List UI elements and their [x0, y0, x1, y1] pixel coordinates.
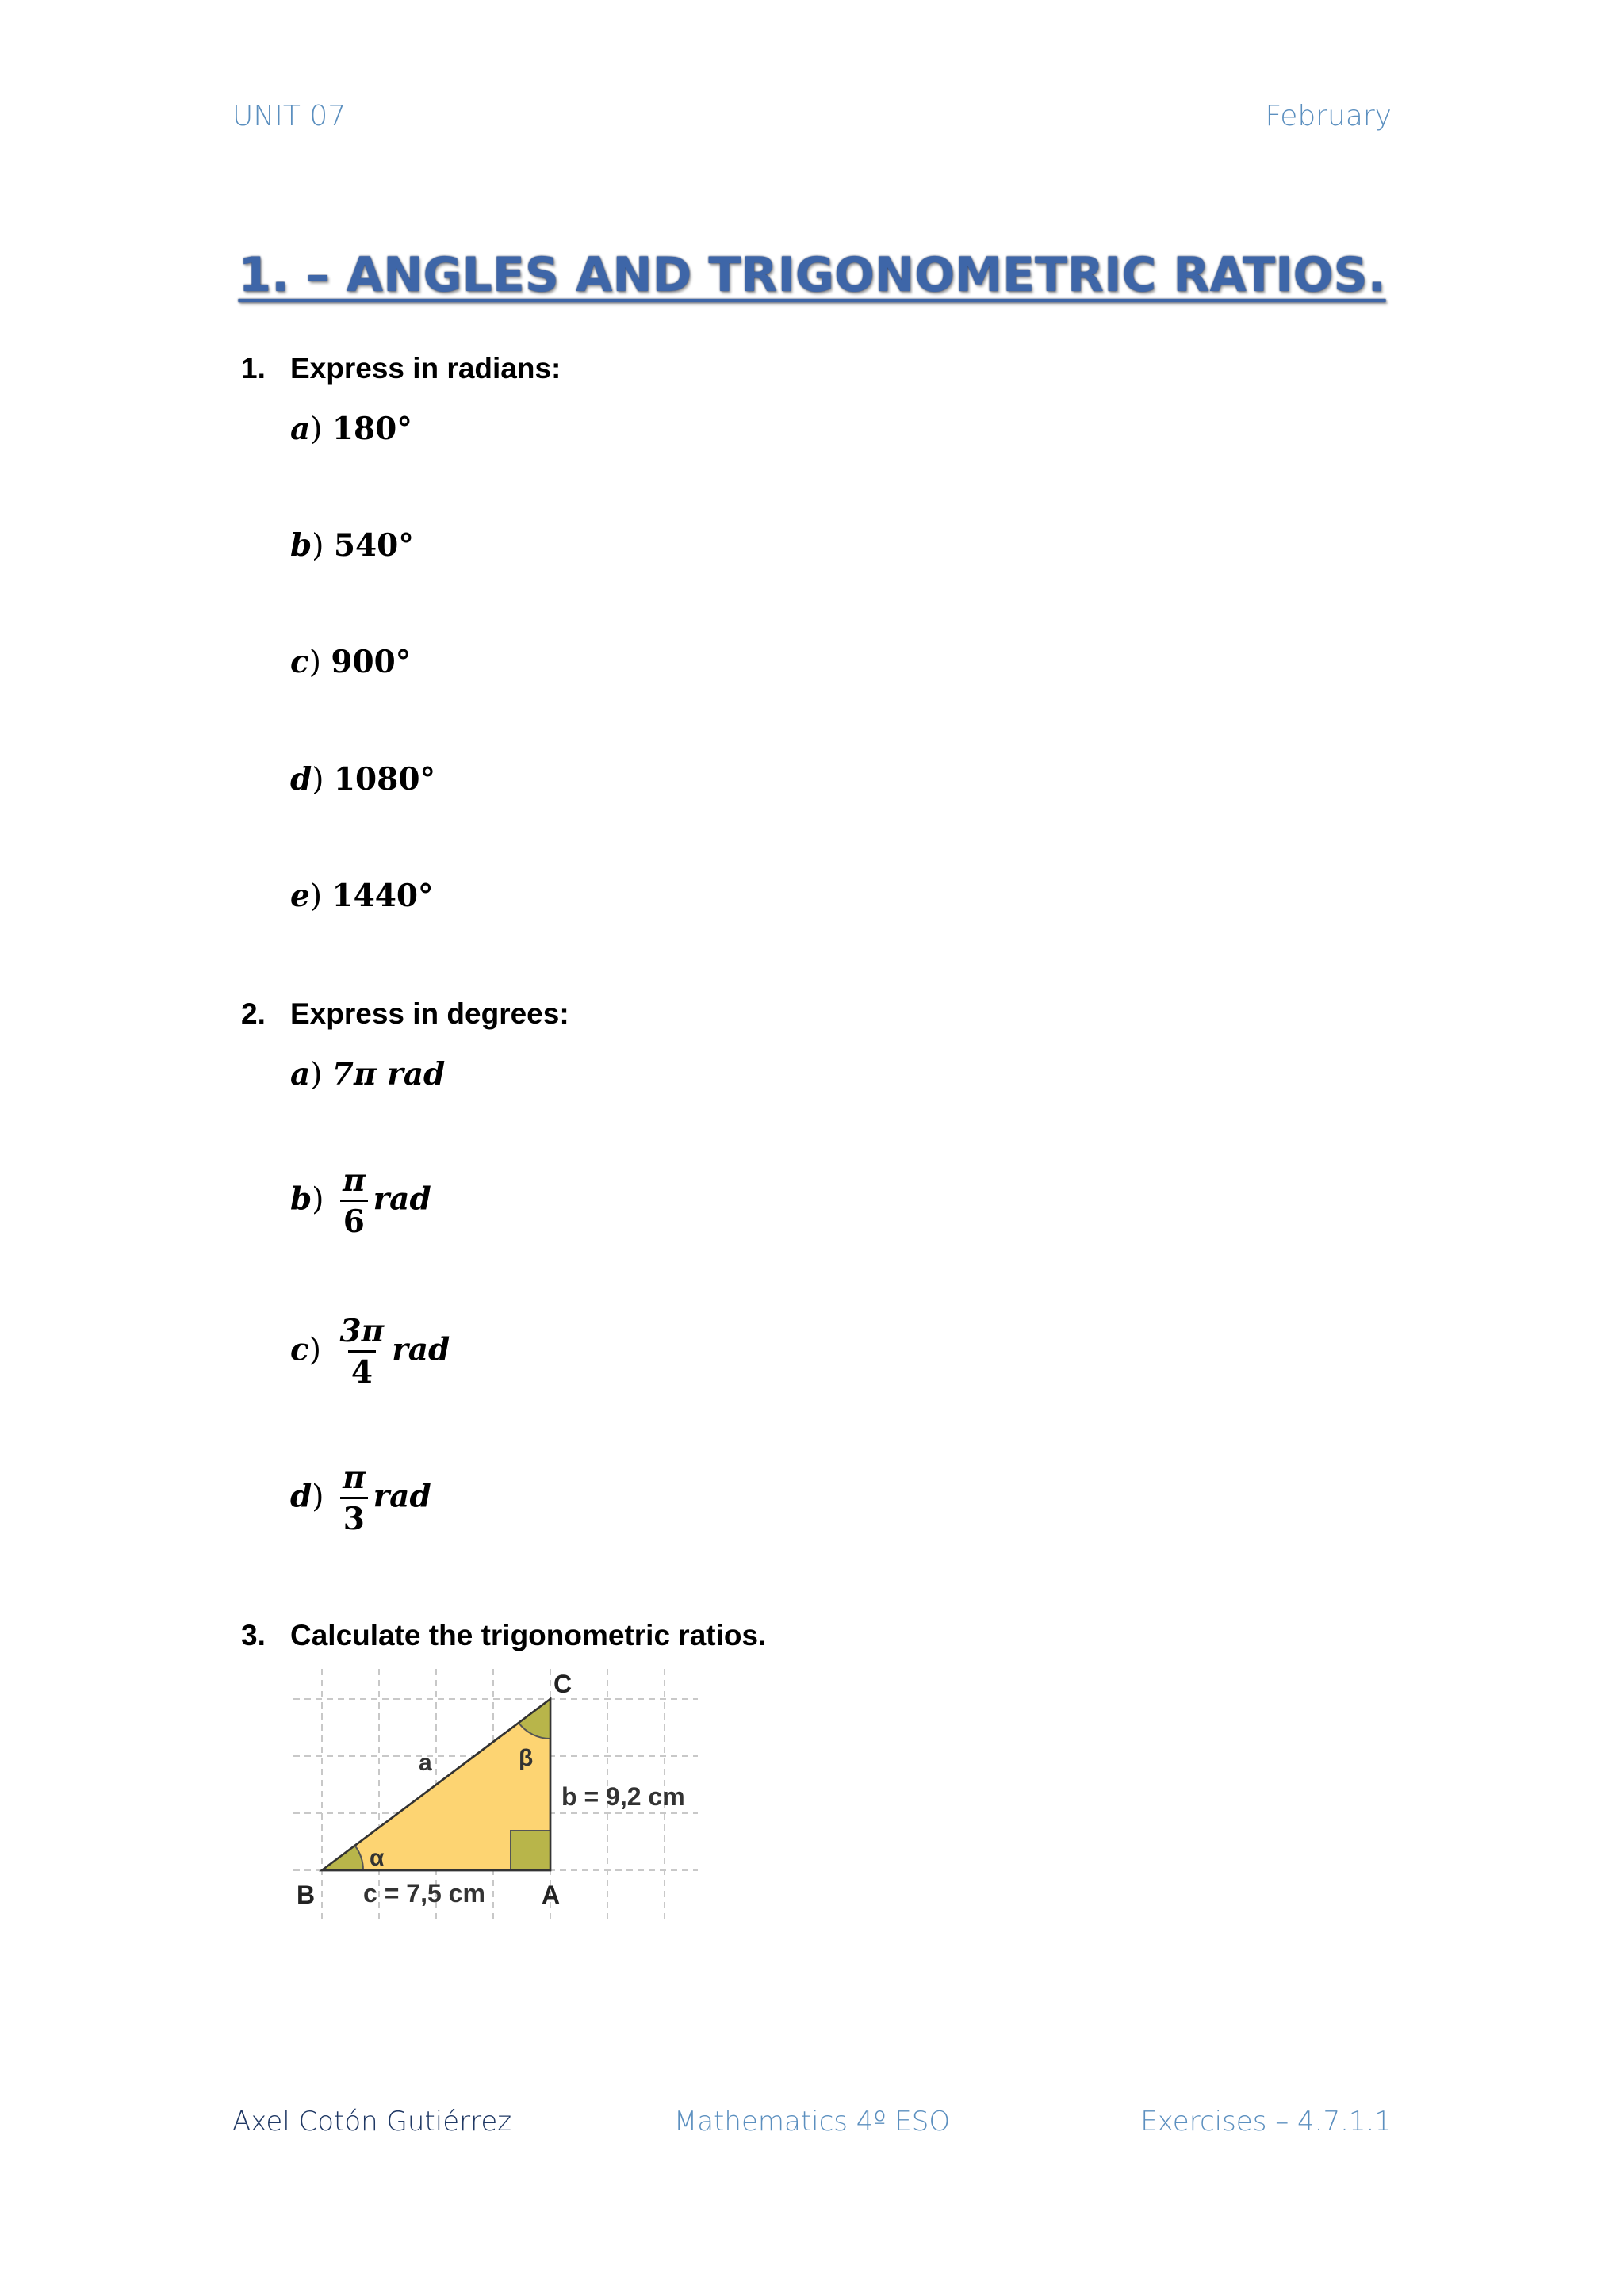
question-1	[241, 352, 561, 385]
question-text: Express in degrees:	[290, 997, 569, 1030]
q2-item-d: d) $\frac{\pi}{3}$ rad	[290, 1460, 431, 1537]
fraction	[337, 1313, 388, 1391]
item-value: 1080°	[333, 761, 435, 798]
header-unit: UNIT 07	[232, 100, 347, 132]
fraction-numerator: π	[343, 1162, 366, 1199]
alpha-label: α	[370, 1845, 385, 1871]
question-text: Calculate the trigonometric ratios.	[290, 1619, 767, 1651]
question-number: 1.	[241, 352, 266, 385]
side-a-label: a	[419, 1750, 432, 1776]
item-unit: rad	[373, 1478, 431, 1515]
fraction	[339, 1460, 369, 1537]
item-letter: b	[290, 527, 312, 564]
item-letter: c	[290, 644, 309, 680]
fraction-numerator: π	[343, 1460, 366, 1496]
item-letter: b	[290, 1181, 312, 1218]
item-unit: rad	[373, 1181, 431, 1218]
item-value: 1440°	[331, 878, 434, 914]
item-value: 7π	[331, 1056, 377, 1093]
question-3	[241, 1619, 766, 1652]
item-letter: c	[290, 1331, 309, 1368]
fraction-numerator: 3π	[339, 1313, 385, 1349]
triangle-figure	[285, 1669, 706, 1931]
footer-author: Axel Cotón Gutiérrez	[232, 2106, 512, 2137]
right-angle-marker	[511, 1831, 550, 1870]
q1-item-e: e) 1440°	[290, 878, 434, 914]
q2-item-a: a) 7π rad	[290, 1056, 446, 1093]
q2-item-b: b) $\frac{\pi}{6}$ rad	[290, 1162, 431, 1240]
item-letter: d	[290, 761, 312, 798]
beta-label: β	[519, 1745, 534, 1771]
item-letter: e	[290, 878, 310, 914]
fraction-denominator: 4	[348, 1350, 376, 1388]
question-2	[241, 997, 569, 1031]
vertex-a-label: A	[542, 1881, 561, 1909]
item-letter: a	[290, 411, 311, 447]
footer-subject: Mathematics 4º ESO	[673, 2106, 951, 2137]
side-c-label: c = 7,5 cm	[363, 1879, 485, 1908]
header-month: February	[1265, 100, 1392, 132]
q1-item-d: d) 1080°	[290, 761, 435, 798]
item-value: 540°	[333, 527, 414, 564]
page-title: 1. – ANGLES AND TRIGONOMETRIC RATIOS.	[238, 247, 1386, 303]
vertex-b-label: B	[297, 1881, 316, 1909]
item-value: 180°	[331, 411, 412, 447]
item-unit: rad	[392, 1331, 450, 1368]
footer-ref: Exercises – 4.7.1.1	[1140, 2106, 1392, 2137]
q1-item-a: a) 180°	[290, 411, 412, 447]
q1-item-b: b) 540°	[290, 527, 414, 564]
item-letter: d	[290, 1478, 312, 1515]
vertex-c-label: C	[553, 1670, 573, 1698]
side-b-label: b = 9,2 cm	[561, 1782, 685, 1811]
fraction-denominator: 6	[340, 1200, 368, 1238]
question-text: Express in radians:	[290, 352, 561, 385]
item-unit: rad	[387, 1056, 446, 1093]
question-number: 2.	[241, 997, 266, 1030]
fraction-denominator: 3	[340, 1497, 368, 1535]
question-number: 3.	[241, 1619, 266, 1651]
item-value: 900°	[331, 644, 412, 680]
item-letter: a	[290, 1056, 311, 1093]
fraction	[339, 1162, 369, 1240]
q2-item-c: c) $\frac{3\pi}{4}$ rad	[290, 1313, 450, 1391]
q1-item-c: c) 900°	[290, 644, 412, 680]
